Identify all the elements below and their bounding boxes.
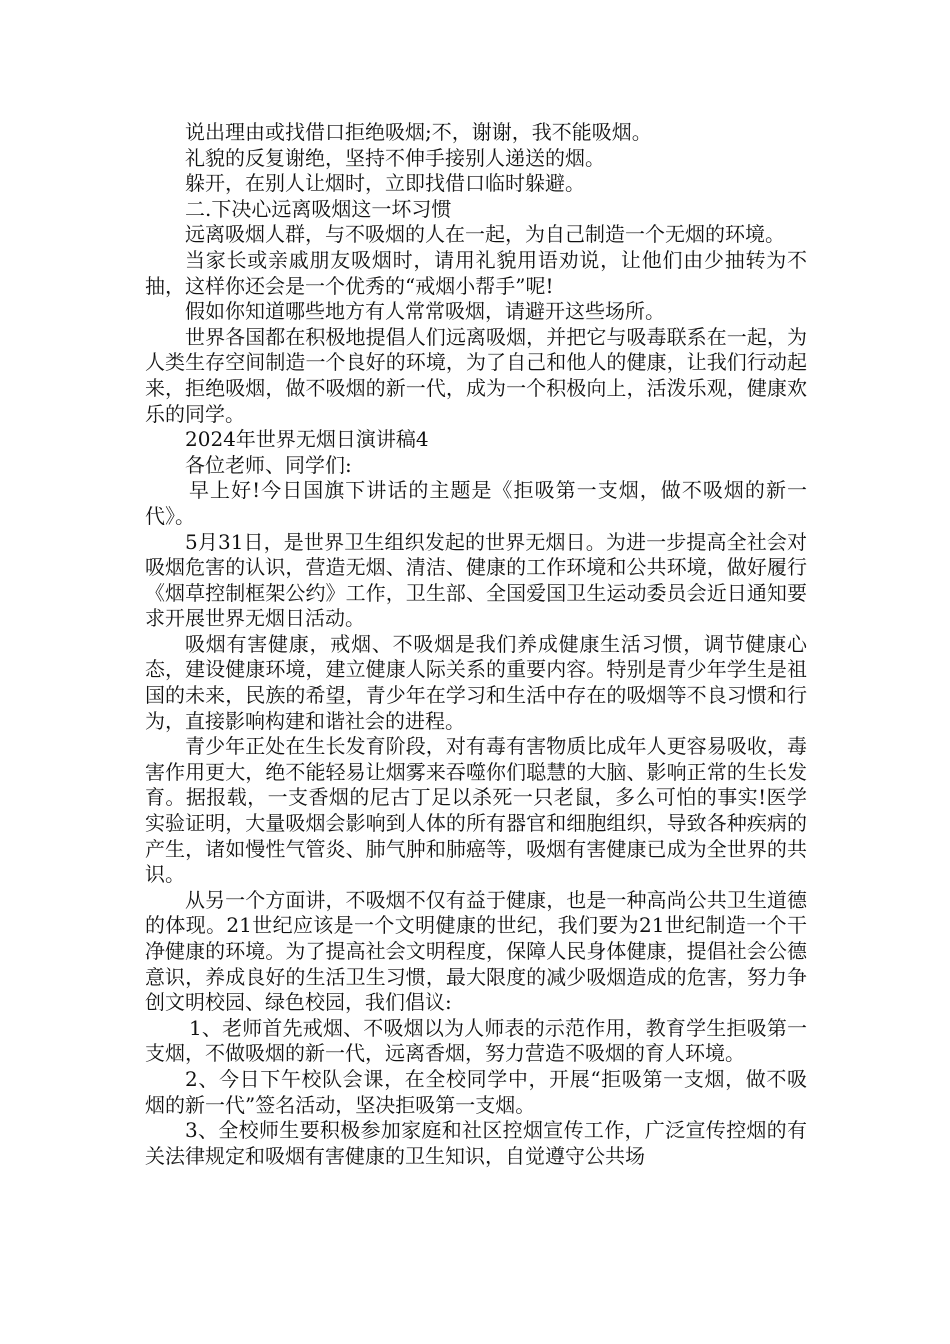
paragraph: 躲开，在别人让烟时，立即找借口临时躲避。 [185,171,585,196]
paragraph: 礼貌的反复谢绝，坚持不伸手接别人递送的烟。 [185,145,605,170]
paragraph: 远离吸烟人群，与不吸烟的人在一起，为自己制造一个无烟的环境。 [185,222,785,247]
paragraph: 从另一个方面讲，不吸烟不仅有益于健康，也是一种高尚公共卫生道德的体现。21世纪应该是一个文明健康的世纪，我们要为21世纪制造一个干净健康的环境。为了提高社会文明程度，保障人民身体健康，提倡社会公德意识，养成良好的生活卫生习惯，最大限度的减少吸烟造成的危害，努力争创文明校园、绿色校园，我们倡议: [145,887,807,1015]
document-page [145,120,807,1169]
paragraph: 当家长或亲戚朋友吸烟时，请用礼貌用语劝说，让他们由少抽转为不抽，这样你还会是一个优秀的“戒烟小帮手”呢! [145,247,807,298]
paragraph: 早上好!今日国旗下讲话的主题是《拒吸第一支烟，做不吸烟的新一代》。 [145,478,807,528]
paragraph: 5月31日，是世界卫生组织发起的世界无烟日。为进一步提高全社会对吸烟危害的认识，营造无烟、清洁、健康的工作环境和公共环境，做好履行《烟草控制框架公约》工作，卫生部、全国爱国卫生运动委员会近日通知要求开展世界无烟日活动。 [145,529,807,631]
paragraph: 青少年正处在生长发育阶段，对有毒有害物质比成年人更容易吸收，毒害作用更大，绝不能轻易让烟雾来吞噬你们聪慧的大脑、影响正常的生长发育。据报载，一支香烟的尼古丁足以杀死一只老鼠，多么可怕的事实!医学实验证明，大量吸烟会影响到人体的所有器官和细胞组织，导致各种疾病的产生，诸如慢性气管炎、肺气肿和肺癌等，吸烟有害健康已成为全世界的共识。 [145,734,807,887]
salutation: 各位老师、同学们: [185,452,352,477]
paragraph: 说出理由或找借口拒绝吸烟;不，谢谢，我不能吸烟。 [185,120,652,144]
list-item: 1、老师首先戒烟、不吸烟以为人师表的示范作用，教育学生拒吸第一支烟，不做吸烟的新一代，远离香烟，努力营造不吸烟的育人环境。 [145,1015,807,1066]
list-item: 3、全校师生要积极参加家庭和社区控烟宣传工作，广泛宣传控烟的有关法律规定和吸烟有害健康的卫生知识，自觉遵守公共场 [145,1118,807,1168]
paragraph: 吸烟有害健康，戒烟、不吸烟是我们养成健康生活习惯，调节健康心态，建设健康环境，建立健康人际关系的重要内容。特别是青少年学生是祖国的未来，民族的希望，青少年在学习和生活中存在的吸烟等不良习惯和行为，直接影响构建和谐社会的进程。 [145,631,807,733]
section-heading: 二.下决心远离吸烟这一坏习惯 [185,196,452,221]
speech-title: 2024年世界无烟日演讲稿4 [185,427,429,452]
paragraph: 世界各国都在积极地提倡人们远离吸烟，并把它与吸毒联系在一起，为人类生存空间制造一个良好的环境，为了自己和他人的健康，让我们行动起来，拒绝吸烟，做不吸烟的新一代，成为一个积极向上，活泼乐观，健康欢乐的同学。 [145,324,807,426]
list-item: 2、今日下午校队会课，在全校同学中，开展“拒吸第一支烟，做不吸烟的新一代”签名活动，坚决拒吸第一支烟。 [145,1066,807,1117]
paragraph: 假如你知道哪些地方有人常常吸烟，请避开这些场所。 [185,299,665,324]
